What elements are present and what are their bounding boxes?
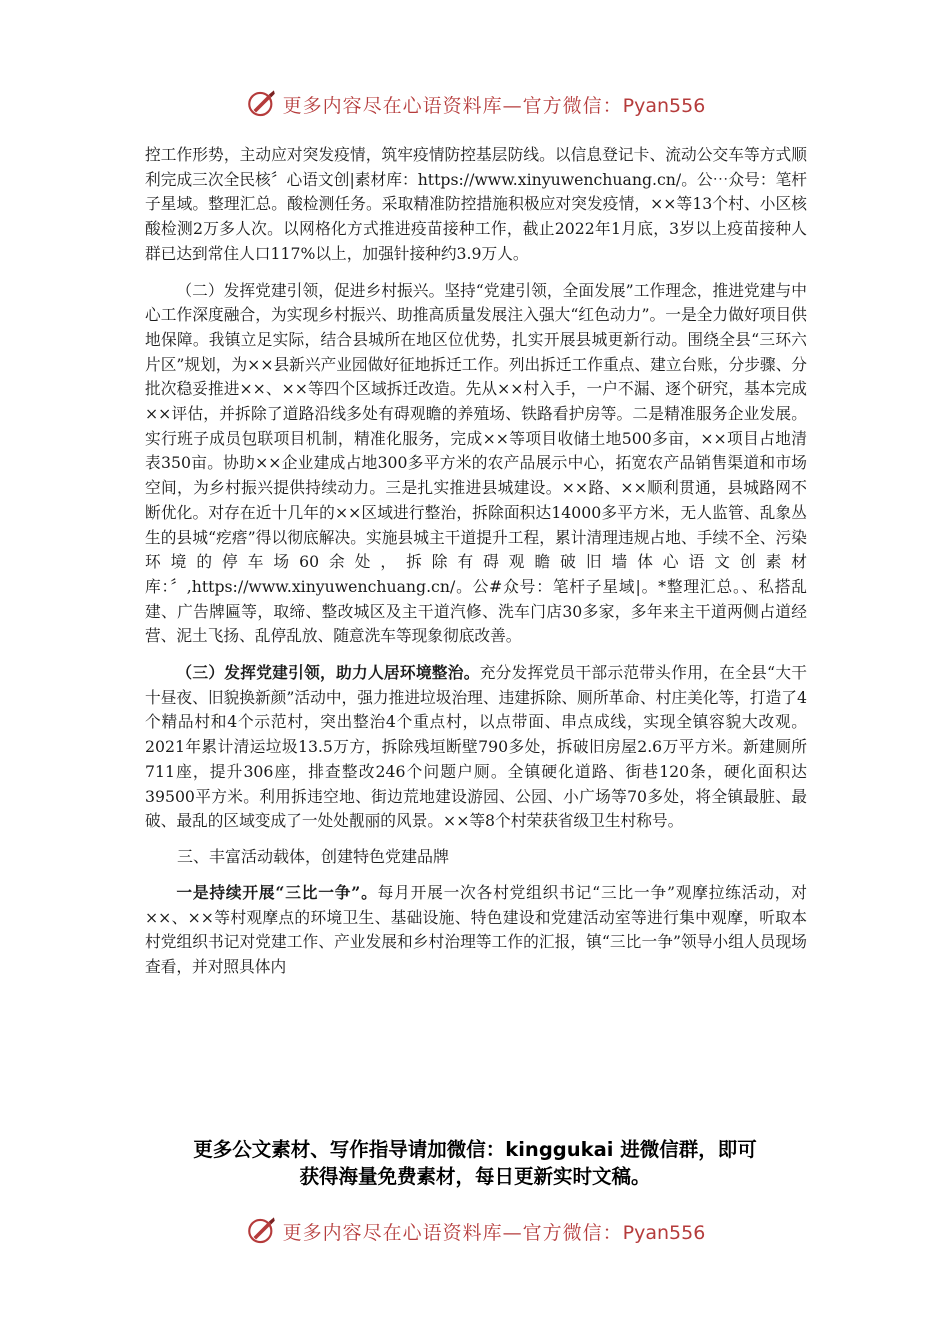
- section-lead: （三）发挥党建引领，助力人居环境整治。: [176, 663, 480, 683]
- promo-line-1: 更多公文素材、写作指导请加微信：kinggukai 进微信群，即可: [193, 1138, 757, 1161]
- document-body: [145, 143, 807, 980]
- item-lead: 一是持续开展“三比一争”。: [176, 882, 378, 902]
- paragraph-environment: （三）发挥党建引领，助力人居环境整治。充分发挥党员干部示范带头作用，在全县“大干十昼夜、旧貌换新颜”活动中，强力推进垃圾治理、违建拆除、厕所革命、村庄美化等，打造了4个精品村和4个示范村，突出整治4个重点村，以点带面、串点成线，实现全镇容貌大改观。2021年累计清运垃圾13.5万方，拆除残垣断壁790多处，拆破旧房屋2.6万平方米。新建厕所711座，提升306座，排查整改246个问题户厕。全镇硬化道路、街巷120条，硬化面积达39500平方米。利用拆违空地、街边荒地建设游园、公园、小广场等70多处，将全镇最脏、最破、最乱的区域变成了一处处靓丽的风景。××等8个村荣获省级卫生村称号。: [145, 663, 807, 831]
- header-banner: [0, 84, 950, 124]
- promo-line-2: 获得海量免费素材，每日更新实时文稿。: [299, 1165, 651, 1188]
- paragraph-three-compare: 一是持续开展“三比一争”。每月开展一次各村党组织书记“三比一争”观摩拉练活动，对××、××等村观摩点的环境卫生、基础设施、特色建设和党建活动室等进行集中观摩，听取本村党组织书记对党建工作、产业发展和乡村治理等工作的汇报，镇“三比一争”领导小组人员现场查看，并对照具体内: [145, 882, 807, 977]
- footer-banner-text: 更多内容尽在心语资料库—官方微信：Pyan556: [282, 1221, 706, 1244]
- promo-notice: [0, 1136, 950, 1190]
- footer-banner: [0, 1211, 950, 1251]
- paragraph-epidemic: 控工作形势，主动应对突发疫情，筑牢疫情防控基层防线。以信息登记卡、流动公交车等方式顺利完成三次全民核〞心语文创|素材库：https://www.xinyuwenchuang.cn/。公⋯众号：笔杆子星域。整理汇总。酸检测任务。采取精准防控措施积极应对突发疫情，××等13个村、小区核酸检测2万多人次。以网格化方式推进疫苗接种工作，截止2022年1月底，3岁以上疫苗接种人群已达到常住人口117%以上，加强针接种约3.9万人。: [145, 145, 807, 263]
- paragraph-rural-revitalization: （二）发挥党建引领，促进乡村振兴。坚持“党建引领，全面发展”工作理念，推进党建与中心工作深度融合，为实现乡村振兴、助推高质量发展注入强大“红色动力”。一是全力做好项目供地保障。我镇立足实际，结合县城所在地区位优势，扎实开展县城更新行动。围绕全县“三环六片区”规划，为××县新兴产业园做好征地拆迁工作。列出拆迁工作重点、建立台账，分步骤、分批次稳妥推进××、××等四个区域拆迁改造。先从××村入手，一户不漏、逐个研究，基本完成××评估，并拆除了道路沿线多处有碍观瞻的养殖场、铁路看护房等。二是精准服务企业发展。实行班子成员包联项目机制，精准化服务，完成××等项目收储土地500多亩，××项目占地清表350亩。协助××企业建成占地300多平方米的农产品展示中心，拓宽农产品销售渠道和市场空间，为乡村振兴提供持续动力。三是扎实推进县城建设。××路、××顺利贯通，县城路网不断优化。对存在近十几年的××区域进行整治，拆除面积达14000多平方米，无人监管、乱象丛生的县城“疙瘩”得以彻底解决。实施县城主干道提升工程，累计清理违规占地、手续不全、污染环境的停车场60余处，拆除有碍观瞻破旧墙体心语文创素材库：〞,https://www.xinyuwenchuang.cn/。公#众号：笔杆子星域|。*整理汇总。、私搭乱建、广告牌匾等，取缔、整改城区及主干道汽修、洗车门店30多家，多年来主干道两侧占道经营、泥土飞扬、乱停乱放、随意洗车等现象彻底改善。: [145, 280, 807, 646]
- brand-logo-icon: [245, 87, 279, 121]
- brand-logo-icon: [245, 1214, 279, 1248]
- section-heading: 三、丰富活动载体，创建特色党建品牌: [177, 846, 450, 866]
- header-banner-text: 更多内容尽在心语资料库—官方微信：Pyan556: [282, 94, 706, 117]
